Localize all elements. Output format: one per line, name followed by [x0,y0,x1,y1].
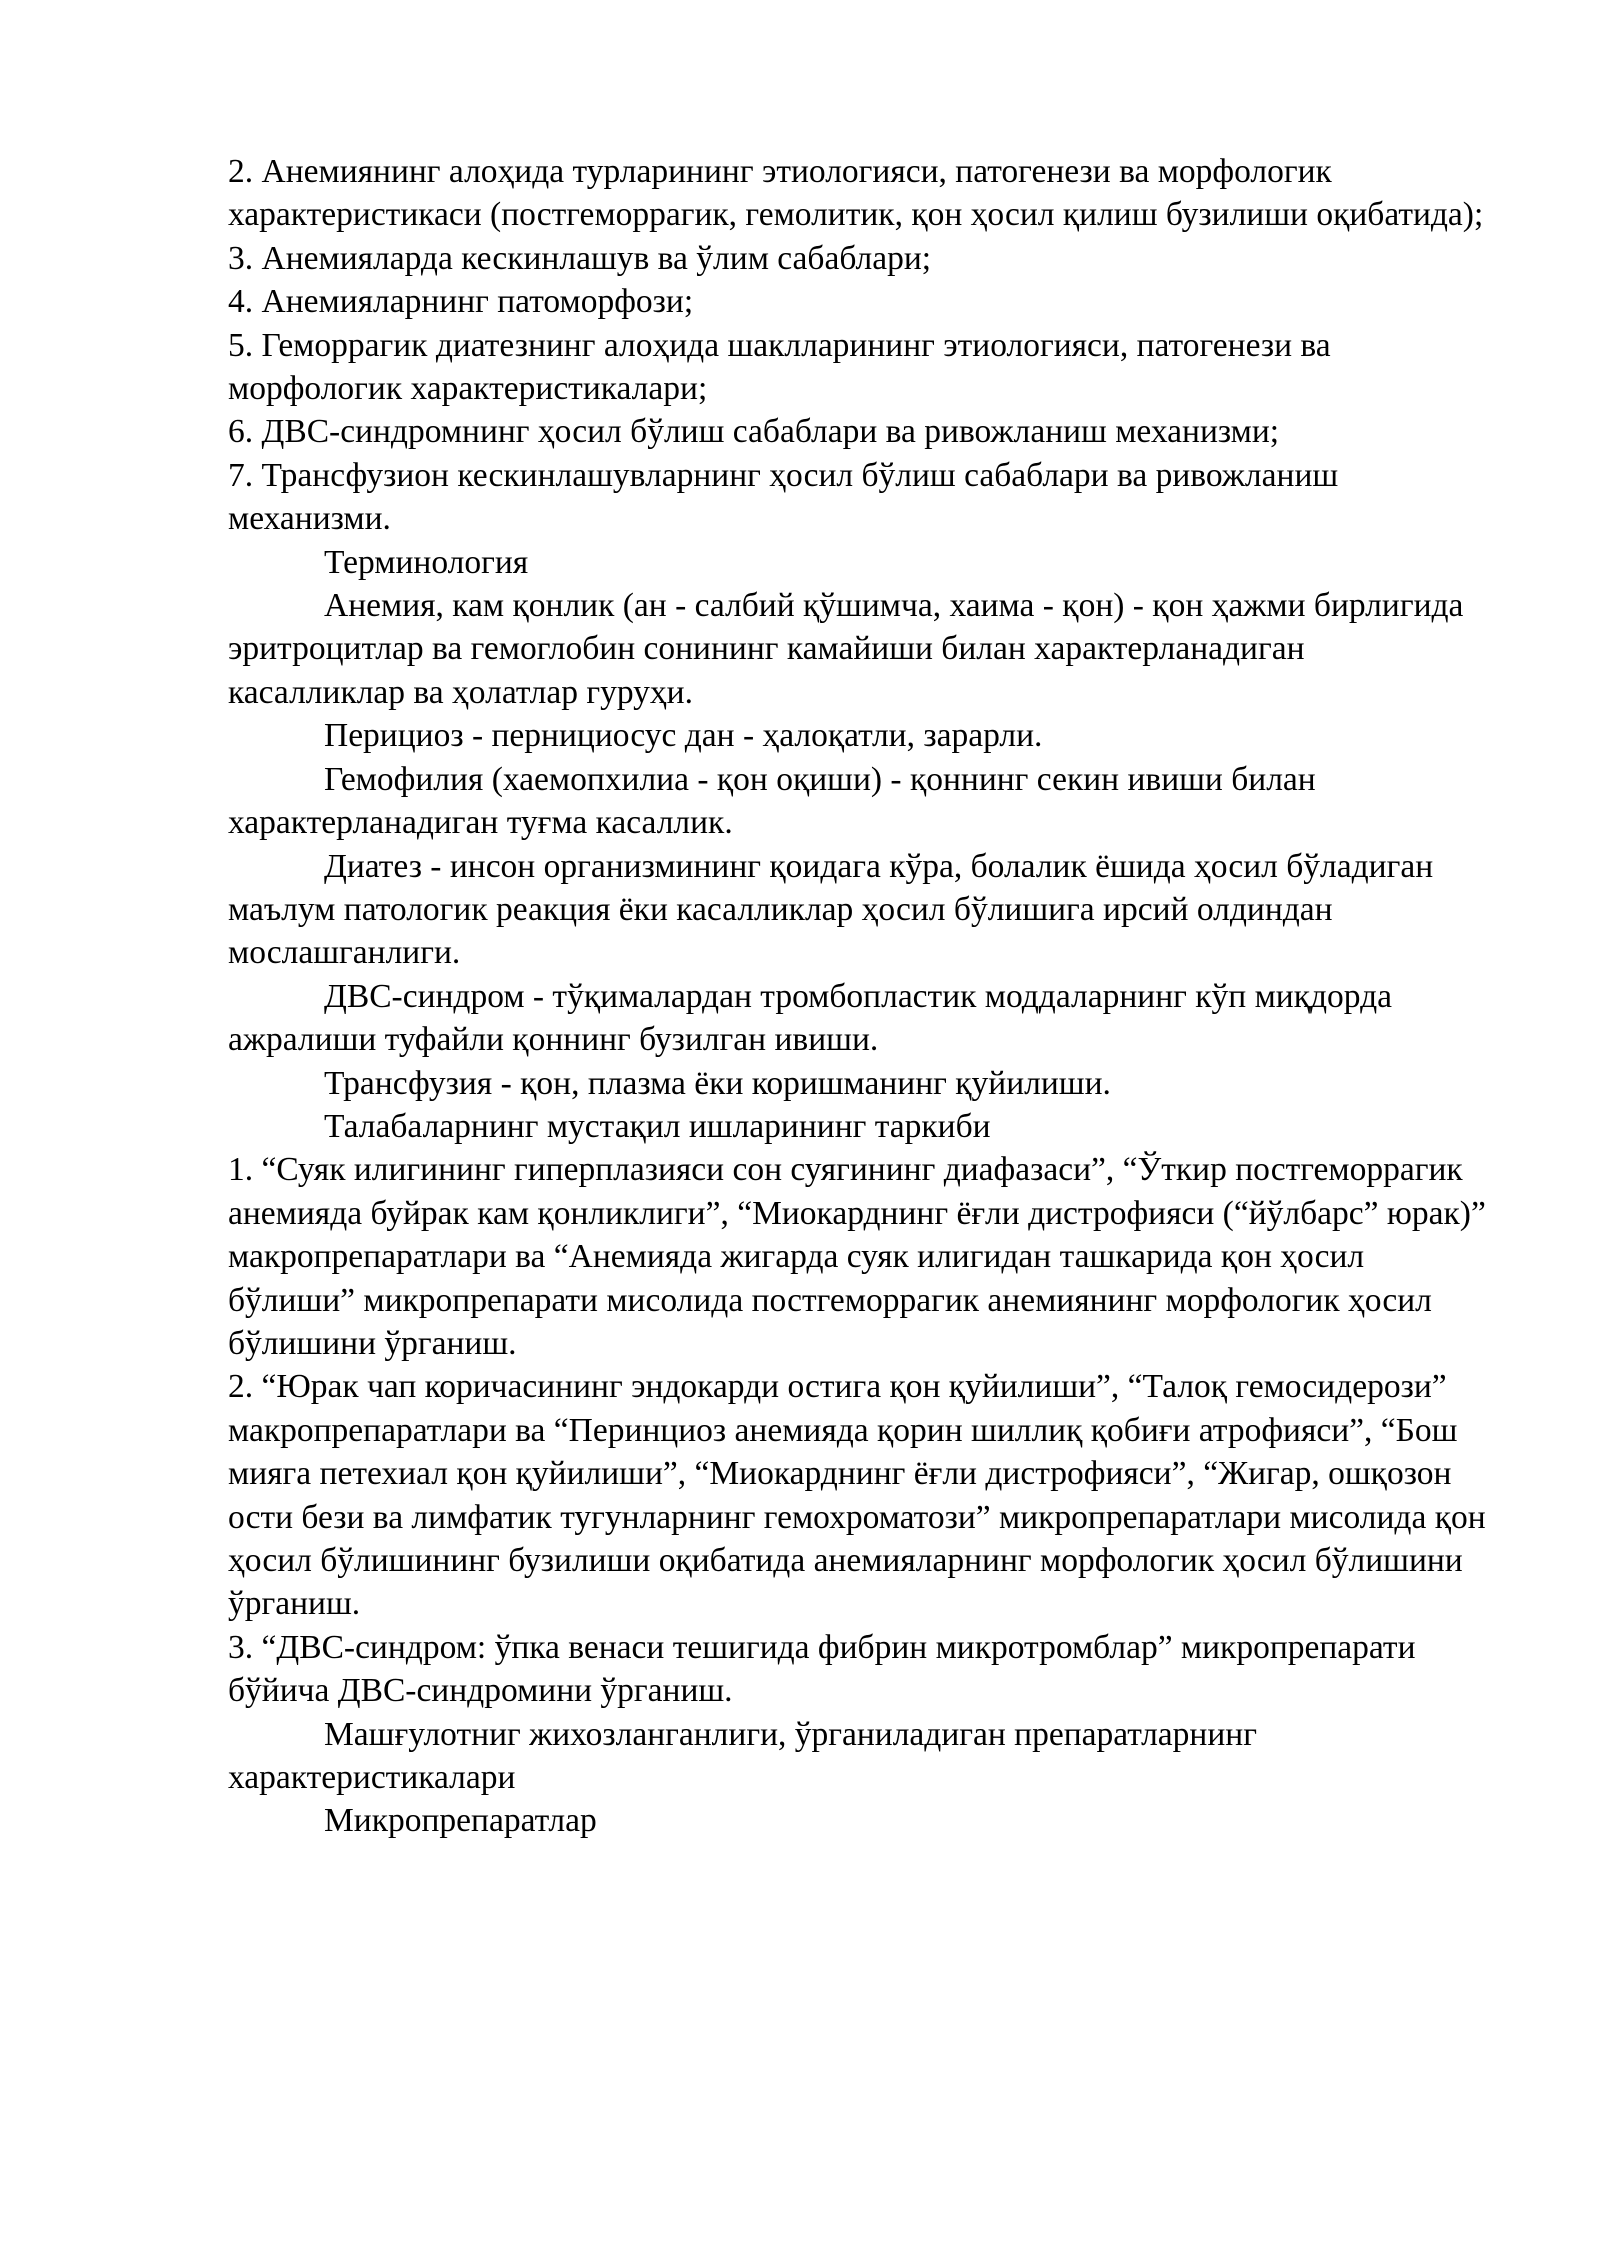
term-dic-syndrome: ДВС-синдром - тўқималардан тромбопластик моддаларнинг кўп миқдорда ажралиши туфайли қоннинг бузилган ивиши. [228,977,1392,1059]
list-item-4: 4. Анемияларнинг патоморфози; [228,283,694,321]
term-hemophilia: Гемофилия (хаемопхилиа - қон оқиши) - қоннинг секин ивиши билан характерланадиган туғма касаллик. [228,760,1316,842]
document-body [228,150,1488,1843]
list-item-3: 3. Анемияларда кескинлашув ва ўлим сабаблари; [228,239,932,277]
section-heading-micropreparations: Микропрепаратлар [324,1802,597,1840]
term-pernicious: Перициоз - пернициосус дан - ҳалоқатли, зарарли. [324,717,1043,755]
task-item-2: 2. “Юрак чап коричасининг эндокарди остига қон қуйилиши”, “Талоқ гемосидерози” макропрепаратлари ва “Перинциоз анемияда қорин шиллиқ қобиғи атрофияси”, “Бош мияга петехиал қон қуйилиши”, “Миокарднинг ёғли дистрофияси”, “Жигар, ошқозон ости бези ва лимфатик тугунларнинг гемохроматози” микропрепаратлари мисолида қон ҳосил бўлишининг бузилиши оқибатида анемияларнинг морфологик ҳосил бўлишини ўрганиш. [228,1368,1486,1623]
list-item-7: 7. Трансфузион кескинлашувларнинг ҳосил бўлиш сабаблари ва ривожланиш механизми. [228,456,1339,538]
section-heading-terminology: Терминология [324,543,529,581]
term-transfusion: Трансфузия - қон, плазма ёки коришманинг қуйилиши. [324,1064,1111,1102]
list-item-2: 2. Анемиянинг алоҳида турларининг этиологияси, патогенези ва морфологик характеристикаси (постгеморрагик, гемолитик, қон ҳосил қилиш бузилиши оқибатида); [228,153,1484,234]
list-item-6: 6. ДВС-синдромнинг ҳосил бўлиш сабаблари ва ривожланиш механизми; [228,413,1280,451]
task-item-1: 1. “Суяк илигининг гиперплазияси сон суягининг диафазаси”, “Ўткир постгеморрагик анемияда буйрак кам қонликлиги”, “Миокарднинг ёғли дистрофияси (“йўлбарс” юрак)” макропрепаратлари ва “Анемияда жигарда суяк илигидан ташкарида қон ҳосил бўлиши” микропрепарати мисолида постгеморрагик анемиянинг морфологик ҳосил бўлишини ўрганиш. [228,1151,1486,1362]
term-anemia: Анемия, кам қонлик (ан - салбий қўшимча, хаима - қон) - қон ҳажми бирлигида эритроцитлар ва гемоглобин сонининг камайиши билан характерланадиган касалликлар ва ҳолатлар гуруҳи. [228,587,1464,711]
section-heading-equipment: Машғулотниг жихозланганлиги, ўрганиладиган препаратларнинг характеристикалари [228,1715,1257,1797]
section-heading-student-work: Талабаларнинг мустақил ишларининг таркиби [324,1107,991,1145]
task-item-3: 3. “ДВС-синдром: ўпка венаси тешигида фибрин микротромблар” микропрепарати бўйича ДВС-синдромини ўрганиш. [228,1628,1416,1710]
term-diathesis: Диатез - инсон организмининг қоидага кўра, болалик ёшида ҳосил бўладиган маълум патологик реакция ёки касалликлар ҳосил бўлишига ирсий олдиндан мослашганлиги. [228,847,1434,972]
list-item-5: 5. Геморрагик диатезнинг алоҳида шаклларининг этиологияси, патогенези ва морфологик характеристикалари; [228,326,1331,408]
